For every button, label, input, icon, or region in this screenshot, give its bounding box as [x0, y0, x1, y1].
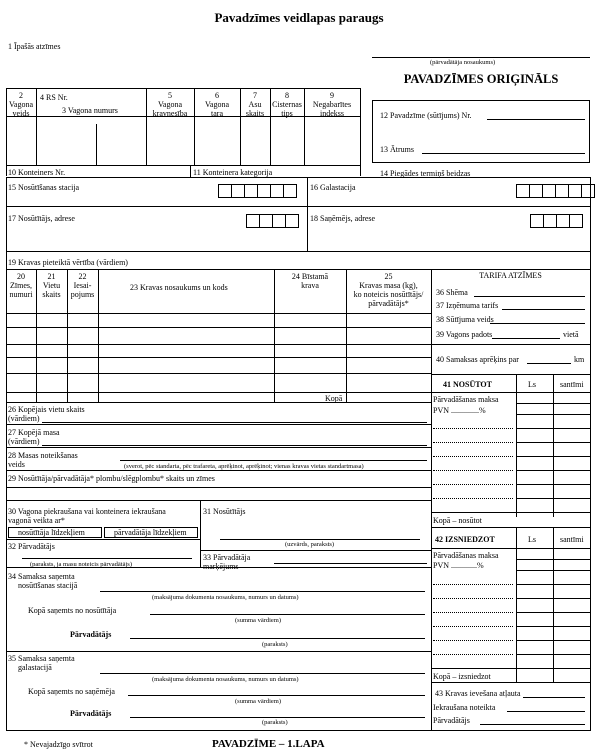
total-sending: Kopā – nosūtot [433, 516, 482, 525]
field-delivery-deadline: 14 Piegādes termiņš beidzas [380, 169, 471, 178]
field-cargo-import: 43 Kravas ievešana atļauta [435, 689, 521, 698]
section-sending: 41 NOSŪTOT [443, 380, 492, 389]
field-payment-departure: 34 Samaksa saņemta nosūtīšanas stacijā [8, 572, 78, 590]
total-issuing: Kopā – izsniedzot [433, 672, 491, 681]
section-issuing: 42 IZSNIEDZOT [435, 535, 495, 544]
field-seals: 29 Nosūtītāja/pārvadātāja* plombu/slēgplombu* skaits un zīmes [8, 474, 215, 483]
sender-means-label: nosūtītāja līdzekļiem [18, 528, 85, 537]
footnote: * Nevajadzīgo svītrot [24, 740, 93, 749]
tariff-heading: TARIFA ATZĪMES [479, 271, 542, 280]
col-ls: Ls [528, 380, 536, 389]
field-speed: 13 Ātrums [380, 145, 414, 154]
dest-doc-caption: (maksājuma dokumenta nosaukums, numurs un datums) [152, 676, 299, 683]
field-shipment-type: 38 Sūtījuma veids [436, 315, 494, 324]
dest-carrier-label: Pārvadātājs [70, 709, 112, 718]
field-tariff-carrier: Pārvadātājs [433, 716, 470, 725]
payment-doc-caption: (maksājuma dokumenta nosaukums, numurs un datums) [152, 594, 299, 601]
field-waybill-number: 12 Pavadzīme (sūtījums) Nr. [380, 111, 472, 120]
col-cargo-mass: 25 Kravas masa (kg), ko noteicis nosūtītājs/ pārvadātājs* [353, 272, 424, 308]
field-special-notes: 1 Īpašās atzīmes [8, 42, 61, 51]
original-heading: PAVADZĪMES ORIĢINĀLS [403, 72, 559, 86]
carrier-fee-send: Pārvadāšanas maksa [433, 395, 499, 404]
col-ls-issue: Ls [528, 535, 536, 544]
sender-sign-caption: (uzvārds, paraksts) [285, 541, 335, 548]
col-rs-number: 4 RS Nr. [40, 93, 68, 102]
field-carrier: 32 Pārvadātājs [8, 542, 55, 551]
col-packaging: 22 Iesai- pojums [70, 272, 95, 299]
field-exception-tariff: 37 Izņēmuma tarifs [436, 301, 499, 310]
payment-carrier-label: Pārvadātājs [70, 630, 112, 639]
field-payment-calc: 40 Samaksas aprēķins par [436, 355, 519, 364]
col-axle-count: 7 Asu skaits [245, 91, 265, 118]
dest-sign-caption: (paraksts) [262, 719, 288, 726]
col-wagon-type: 2 Vagona veids [9, 91, 33, 118]
field-loading-means: 30 Vagona piekraušana vai konteinera iekraušana vagonā veikta ar* [8, 507, 166, 525]
col-santimi-issue: santīmi [560, 535, 584, 544]
page-title: Pavadzīmes veidlapas paraugs [214, 10, 384, 25]
col-wagon-capacity: 5 Vagona kravnesība [152, 91, 188, 118]
col-oversize-index: 9 Negabarītes indekss [312, 91, 352, 118]
field-receiver-address: 18 Saņēmējs, adrese [310, 214, 376, 223]
payment-sign-caption: (paraksts) [262, 641, 288, 648]
field-mass-method: 28 Masas noteikšanas veids [8, 451, 78, 469]
field-wagon-delivered: 39 Vagons padots [436, 330, 493, 339]
col-wagon-number: 3 Vagona numurs [62, 106, 118, 115]
dest-sum-words-caption: (summa vārdiem) [235, 698, 282, 705]
field-destination-station: 16 Galastacija [310, 183, 356, 192]
field-wagon-place: vietā [563, 330, 579, 339]
carrier-name-caption: (pārvadātāja nosaukums) [430, 59, 496, 66]
carrier-sign-caption: (paraksts, ja masu noteicis pārvadātājs) [30, 561, 132, 568]
field-payment-destination: 35 Samaksa saņemta galastacijā [8, 654, 75, 672]
field-total-mass: 27 Kopējā masa (vārdiem) [8, 428, 60, 446]
field-declared-value: 19 Kravas pieteiktā vērtība (vārdiem) [8, 258, 128, 267]
col-dangerous-cargo: 24 Bīstamā krava [291, 272, 329, 290]
cargo-total-label: Kopā [325, 394, 343, 403]
field-payment-km: km [574, 355, 585, 364]
carrier-means-label: pārvadātāja līdzekļiem [114, 528, 187, 537]
vat-issue: PVN .............% [433, 561, 484, 570]
field-carrier-marking: 33 Pārvadātāja marķējums [203, 553, 251, 571]
field-sender-address: 17 Nosūtītājs, adrese [8, 214, 75, 223]
vat-send: PVN ..............% [433, 406, 486, 415]
mass-method-caption: (sverot, pēc standarta, pēc trafareta, aprēķinot, aprēķinot; vienas kravas vietas standartmasa) [124, 463, 364, 470]
col-tank-type: 8 Cisternas tips [272, 91, 302, 118]
sum-words-caption: (summa vārdiem) [235, 617, 282, 624]
col-package-count: 21 Vietu skaits [42, 272, 61, 299]
field-received-from-receiver: Kopā saņemts no saņēmēja [28, 687, 115, 696]
field-container-category: 11 Konteinera kategorija [193, 168, 273, 177]
field-loading-set: Iekraušana noteikta [433, 703, 496, 712]
col-santimi: santīmi [560, 380, 584, 389]
field-received-from-sender: Kopā saņemts no nosūtītāja [28, 606, 117, 615]
carrier-fee-issue: Pārvadāšanas maksa [433, 551, 499, 560]
field-total-packages: 26 Kopējais vietu skaits (vārdiem) [8, 405, 85, 423]
field-departure-station: 15 Nosūtīšanas stacija [8, 183, 80, 192]
field-container-number: 10 Konteiners Nr. [8, 168, 66, 177]
col-wagon-tare: 6 Vagona tara [205, 91, 229, 118]
col-cargo-name-code: 23 Kravas nosaukums un kods [130, 283, 228, 292]
col-marks-numbers: 20 Zīmes, numuri [9, 272, 33, 299]
field-scheme: 36 Shēma [436, 288, 468, 297]
field-sender-signature: 31 Nosūtītājs [203, 507, 246, 516]
page-label: PAVADZĪME – 1.LAPA [212, 738, 325, 750]
